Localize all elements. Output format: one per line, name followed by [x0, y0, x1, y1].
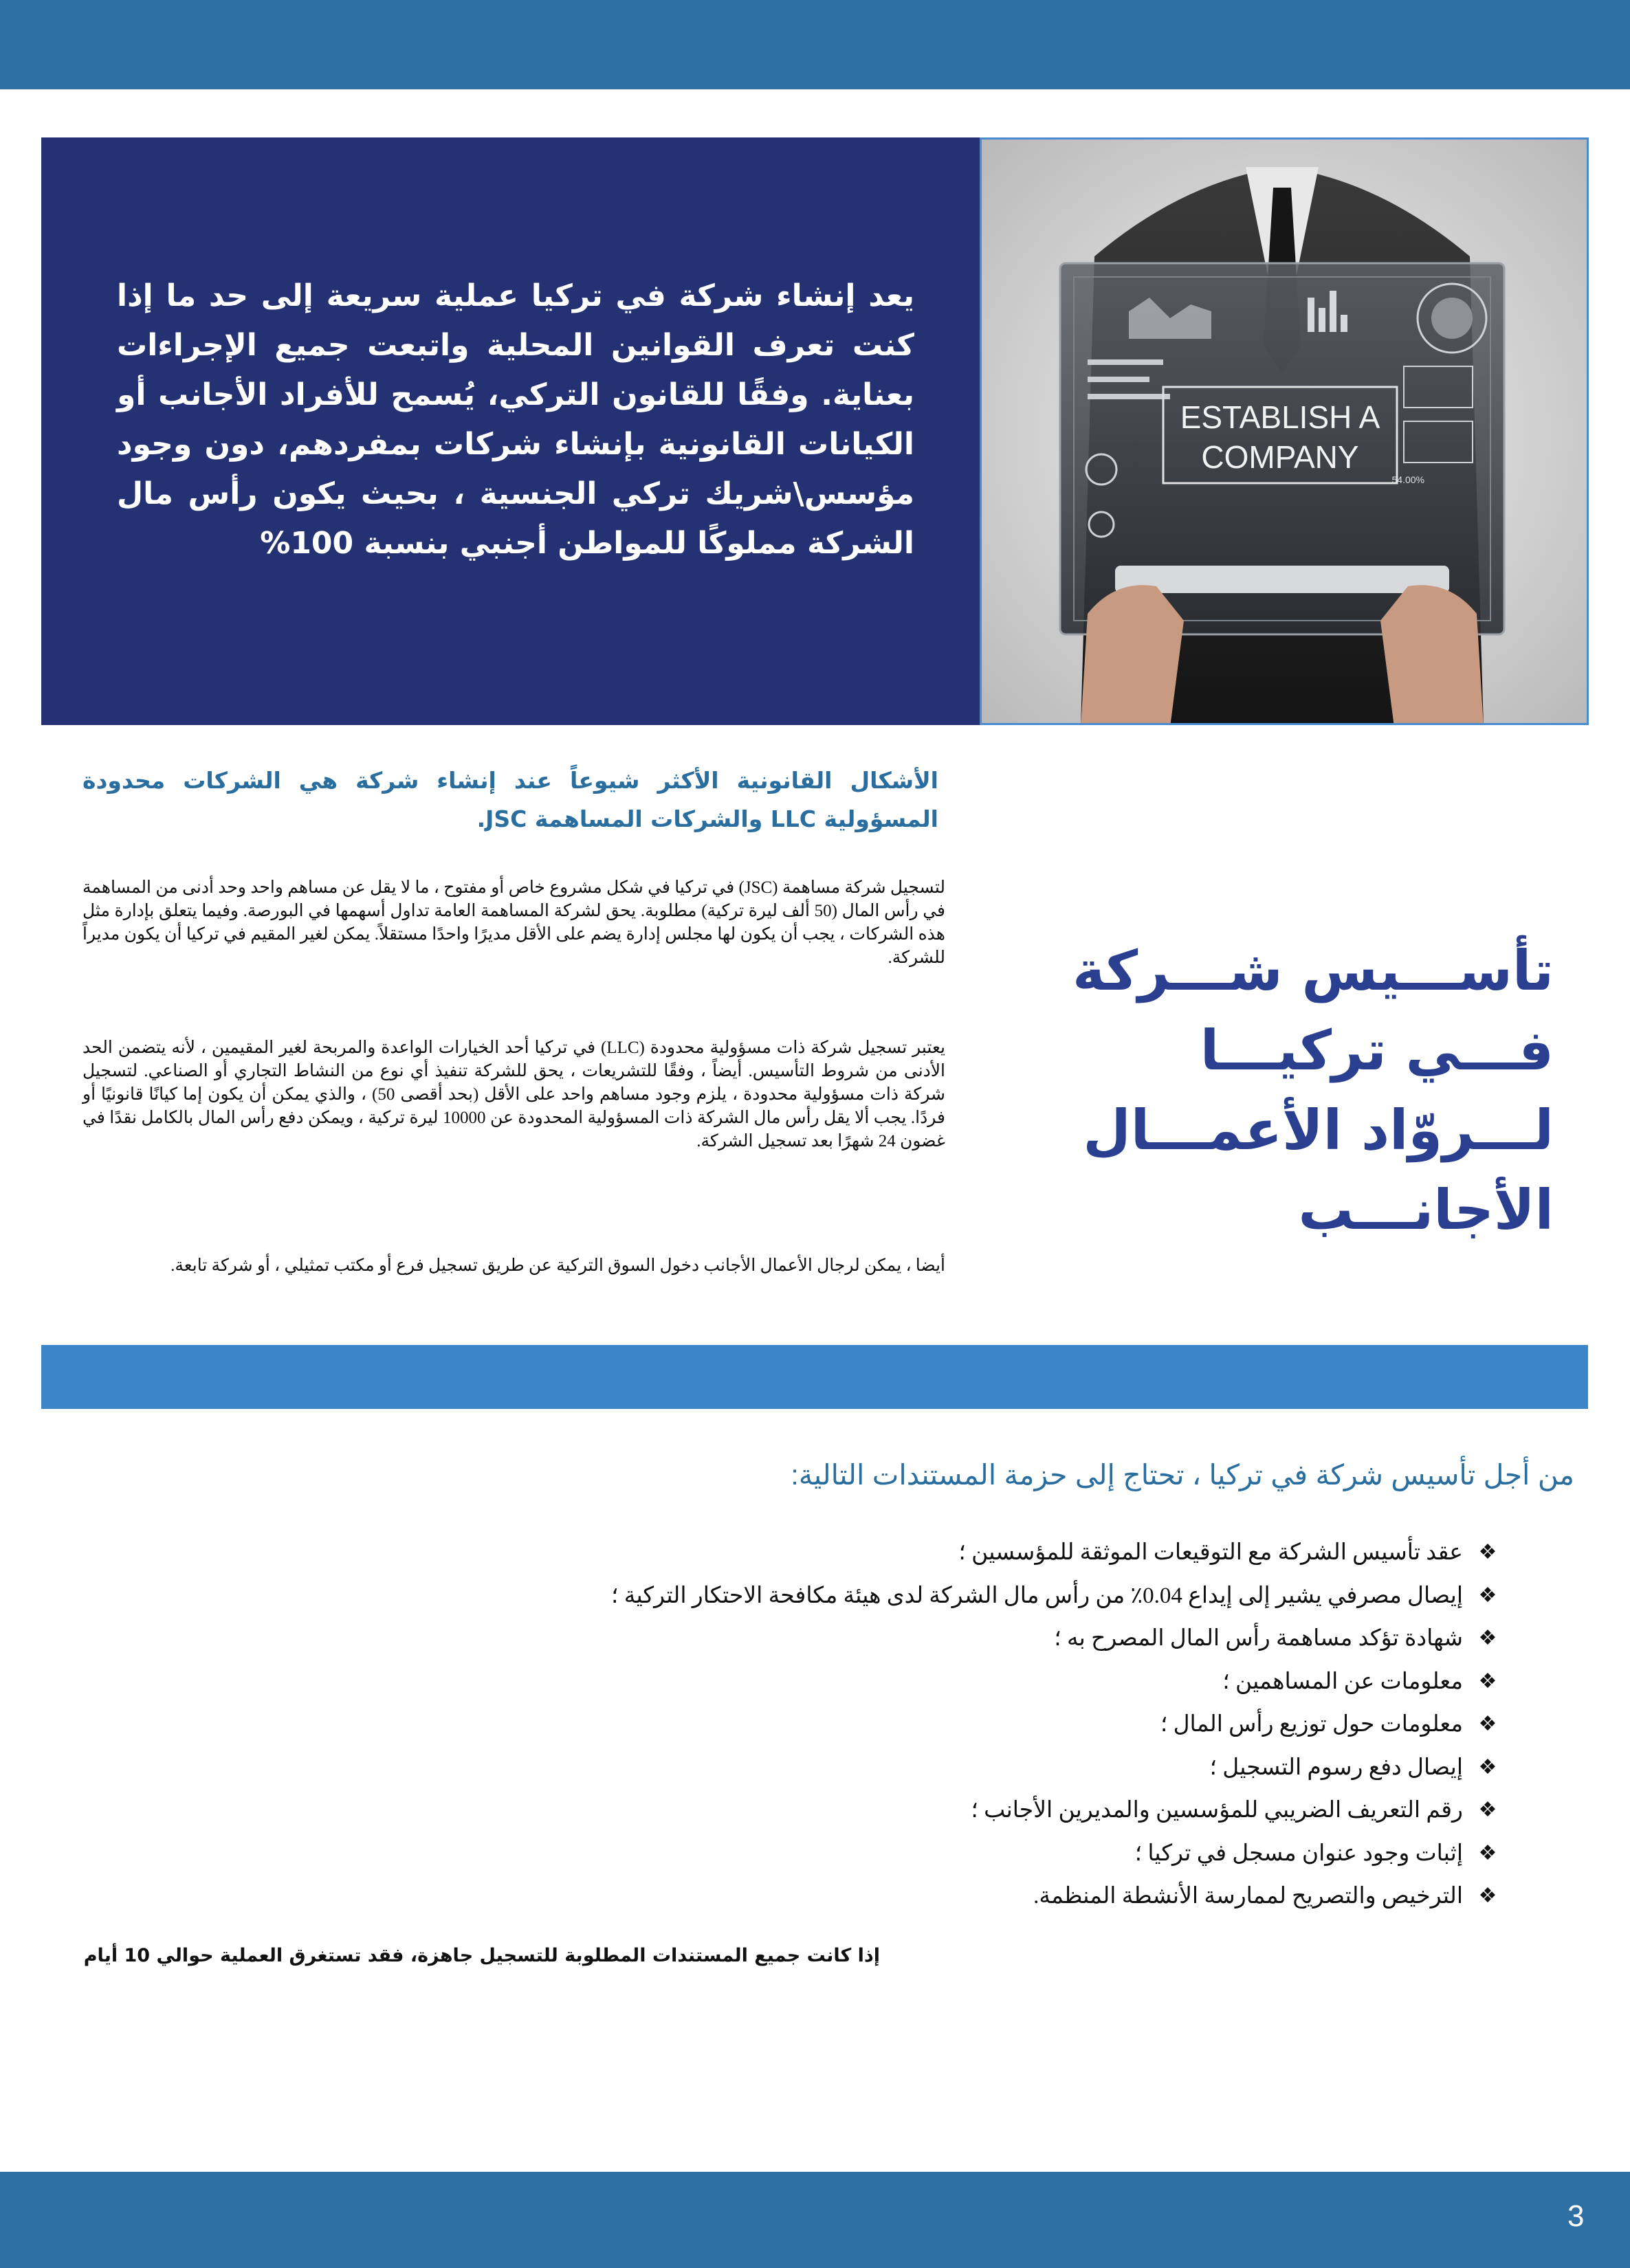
list-item-text: معلومات حول توزيع رأس المال ؛ — [1160, 1712, 1463, 1737]
list-item — [275, 1832, 1512, 1876]
list-item — [275, 1746, 1512, 1790]
bottom-footer-band — [0, 2172, 1630, 2268]
establish-label: ESTABLISH A — [1180, 399, 1380, 435]
list-item — [275, 1875, 1512, 1918]
list-item — [275, 1789, 1512, 1832]
list-item-text: معلومات عن المساهمين ؛ — [1222, 1669, 1463, 1694]
processing-time-note: إذا كانت جميع المستندات المطلوبة للتسجيل جاهزة، فقد تستغرق العملية حوالي 10 أيام — [83, 1945, 880, 1966]
list-item-text: إيصال مصرفي يشير إلى إيداع 0.04٪ من رأس مال الشركة لدى هيئة مكافحة الاحتكار التركية ؛ — [611, 1583, 1463, 1608]
page-title: تأســـيس شـــركة فـــي تركيـــا لـــروّاد الأعمـــال الأجانـــب — [1072, 939, 1554, 1242]
section-divider-band — [41, 1345, 1588, 1409]
hero-intro-text: يعد إنشاء شركة في تركيا عملية سريعة إلى حد ما إذا كنت تعرف القوانين المحلية واتبعت جميع الإجراءات بعناية. وفقًا للقانون التركي، يُسمح للأفراد الأجانب أو الكيانات القانونية بإنشاء شركات بمفردهم، دون وجود مؤسس\شريك تركي الجنسية ، بحيث يكون رأس مال الشركة مملوكًا للمواطن أجنبي بنسبة 100% — [117, 278, 914, 561]
hero-photo — [980, 137, 1589, 725]
diamond-bullet-icon: ❖ — [1478, 1583, 1497, 1607]
diamond-bullet-icon: ❖ — [1478, 1799, 1497, 1822]
jsc-paragraph: لتسجيل شركة مساهمة (JSC) في تركيا في شكل مشروع خاص أو مفتوح ، ما لا يقل عن مساهم واحد وحد أدنى من المساهمة في رأس المال (50 ألف ليرة تركية) مطلوبة. يحق لشركة المساهمة العامة تداول أسهمها في البورصة. وفيما يتعلق بإدارة مثل هذه الشركات ، يجب أن يكون لها مجلس إدارة يضم على الأقل مديرًا واحدًا مستقلاً. يمكن لغير المقيم في تركيا أن يكون مديراً للشركة. — [82, 878, 945, 967]
llc-paragraph: يعتبر تسجيل شركة ذات مسؤولية محدودة (LLC) في تركيا أحد الخيارات الواعدة والمربحة لغير المقيمين ، لأنه يتضمن الحد الأدنى من شروط التأسيس. أيضاً ، وفقًا للتشريعات ، يحق للشركة تنفيذ أي نوع من النشاط التجاري أو الصناعي. لتسجيل شركة ذات مسؤولية محدودة ، يلزم وجود مساهم واحد على الأقل (بحد أقصى 50) ، والذي يمكن أن يكون إما كيانًا قانونيًا أو فردًا. يجب ألا يقل رأس مال الشركة ذات المسؤولية المحدودة عن 10000 ليرة تركية ، ويمكن دفع رأس المال بالكامل نقدًا في غضون 24 شهرًا بعد تسجيل الشركة. — [82, 1038, 945, 1150]
diamond-bullet-icon: ❖ — [1478, 1885, 1497, 1908]
diamond-bullet-icon: ❖ — [1478, 1627, 1497, 1650]
diamond-bullet-icon: ❖ — [1478, 1841, 1497, 1865]
diamond-bullet-icon: ❖ — [1478, 1713, 1497, 1736]
diamond-bullet-icon: ❖ — [1478, 1541, 1497, 1564]
legal-forms-heading: الأشكال القانونية الأكثر شيوعاً عند إنشاء شركة هي الشركات محدودة المسؤولية LLC والشركات المساهمة JSC. — [82, 767, 938, 832]
list-item-text: شهادة تؤكد مساهمة رأس المال المصرح به ؛ — [1054, 1626, 1463, 1652]
list-item — [275, 1531, 1512, 1575]
documents-list — [275, 1531, 1512, 1918]
list-item-text: الترخيص والتصريح لممارسة الأنشطة المنظمة. — [1033, 1884, 1463, 1909]
list-item-text: رقم التعريف الضريبي للمؤسسين والمديرين الأجانب ؛ — [971, 1798, 1463, 1823]
company-label: COMPANY — [1201, 439, 1359, 475]
businessman-tablet-illustration — [980, 140, 1587, 725]
branch-paragraph: أيضا ، يمكن لرجال الأعمال الأجانب دخول السوق التركية عن طريق تسجيل فرع أو مكتب تمثيلي ، أو شركة تابعة. — [170, 1256, 945, 1275]
list-item — [275, 1703, 1512, 1746]
documents-heading: من أجل تأسيس شركة في تركيا ، تحتاج إلى حزمة المستندات التالية: — [791, 1459, 1574, 1491]
percent-readout: 54.00% — [1391, 474, 1424, 485]
top-header-band — [0, 0, 1630, 89]
diamond-bullet-icon: ❖ — [1478, 1669, 1497, 1693]
list-item-text: عقد تأسيس الشركة مع التوقيعات الموثقة للمؤسسين ؛ — [958, 1540, 1463, 1566]
list-item-text: إيصال دفع رسوم التسجيل ؛ — [1209, 1755, 1463, 1780]
list-item — [275, 1660, 1512, 1704]
list-item — [275, 1617, 1512, 1660]
diamond-bullet-icon: ❖ — [1478, 1755, 1497, 1779]
list-item — [275, 1575, 1512, 1618]
page-number: 3 — [1567, 2199, 1585, 2233]
list-item-text: إثبات وجود عنوان مسجل في تركيا ؛ — [1134, 1841, 1463, 1866]
